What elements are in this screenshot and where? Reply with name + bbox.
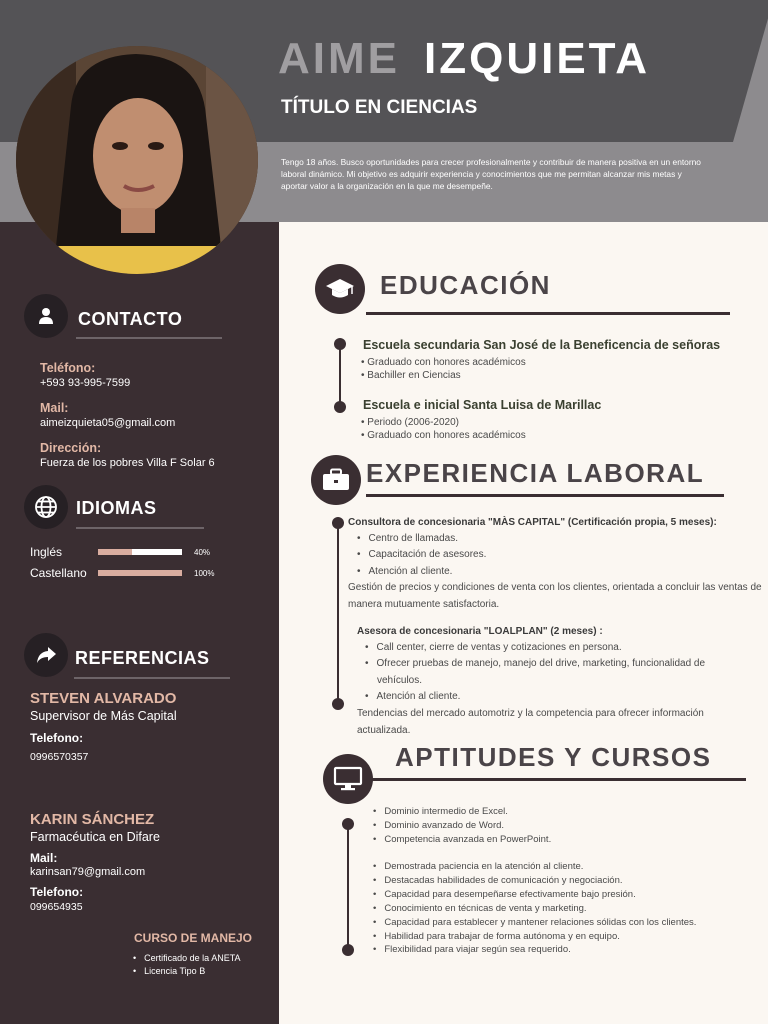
skill-item: • Dominio avanzado de Word. [373,819,551,833]
language-level-bar [98,549,182,555]
experience-timeline [337,523,339,705]
timeline-dot [334,338,346,350]
skills-list [373,805,551,847]
skills-timeline [347,829,349,949]
user-icon [24,294,68,338]
skill-item: • Destacadas habilidades de comunicación y negociación. [373,874,696,888]
contact-divider [76,337,222,339]
languages-divider [76,527,204,529]
globe-icon [24,485,68,529]
reference-phone-label: Telefono: [30,731,84,745]
job-task: • Call center, cierre de ventas y cotizaciones en persona. [365,640,740,656]
briefcase-icon [311,455,361,505]
education-timeline [339,344,341,408]
job-summary: Tendencias del mercado automotriz y la competencia para ofrecer información actualizada. [357,708,704,736]
name-last: IZQUIETA [424,34,651,83]
skill-item: • Habilidad para trabajar de forma autónoma y en equipo. [373,930,696,944]
share-arrow-icon [24,633,68,677]
timeline-dot [342,944,354,956]
job-summary: Gestión de precios y condiciones de venta con los clientes, orientada a concluir las ventas de manera mutuamente satisfactoria. [348,582,762,610]
course-heading: CURSO DE MANEJO [134,931,253,945]
language-name: Castellano [30,566,87,580]
skill-item: • Capacidad para desempeñarse efectivamente bajo presión. [373,888,696,902]
skill-item: • Demostrada paciencia en la atención al cliente. [373,860,696,874]
reference-role: Farmacéutica en Difare [30,830,160,844]
skill-item: • Capacidad para establecer y mantener relaciones sólidas con los clientes. [373,916,696,930]
reference-phone: 0996570357 [30,751,89,763]
reference-phone: 099654935 [30,901,83,913]
timeline-dot [332,698,344,710]
job-title: TÍTULO EN CIENCIAS [281,97,478,118]
job-task: • Atención al cliente. [357,564,486,580]
language-level-bar [98,570,182,576]
language-percent: 100% [194,569,215,578]
school-detail: Graduado con honores académicos [367,357,526,368]
skill-item: • Competencia avanzada en PowerPoint. [373,833,551,847]
job-task: • Atención al cliente. [365,689,740,705]
job-title: Asesora de concesionaria "LOALPLAN" (2 meses) : [357,626,603,637]
job-task: • Capacitación de asesores. [357,547,486,563]
school-details: • Graduado con honores académicos • Bachiller en Ciencias [361,357,526,381]
phone-label: Teléfono: [40,361,96,375]
language-level-fill [98,570,182,576]
reference-name: STEVEN ALVARADO [30,690,177,707]
references-heading: REFERENCIAS [75,648,210,668]
course-item: • Licencia Tipo B [133,965,241,978]
reference-name: KARIN SÁNCHEZ [30,811,155,828]
references-divider [74,677,230,679]
education-heading: EDUCACIÓN [380,270,551,300]
contact-heading: CONTACTO [78,309,183,329]
job-tasks [357,531,486,580]
job-tasks [365,640,740,705]
profile-summary: Tengo 18 años. Busco oportunidades para crecer profesionalmente y contribuir de manera positiva en un entorno laboral dinámico. Mi objetivo es adquirir experiencia y conocimientos que me permitan alcanzar mis metas y aportar valor a la organización en la que me desempeñe. [281,157,701,191]
experience-divider [366,494,724,497]
profile-photo [16,46,258,274]
course-item: • Certificado de la ANETA [133,952,241,965]
address-label: Dirección: [40,441,102,455]
language-percent: 40% [194,548,211,557]
school-name: Escuela secundaria San José de la Beneficencia de señoras [363,338,721,352]
school-detail: Graduado con honores académicos [367,429,526,441]
school-detail: Bachiller en Ciencias [367,369,461,381]
job-task: • Ofrecer pruebas de manejo, manejo del drive, marketing, funcionalidad de vehículos. [365,656,740,689]
phone-value: +593 93-995-7599 [40,377,131,389]
language-name: Inglés [30,545,63,559]
school-details: • Periodo (2006-2020) • Graduado con honores académicos [361,417,526,441]
course-list [133,952,241,977]
education-divider [366,312,730,315]
experience-heading: EXPERIENCIA LABORAL [366,458,705,488]
skills-list [373,860,696,957]
reference-mail: karinsan79@gmail.com [30,866,146,878]
skill-item: • Dominio intermedio de Excel. [373,805,551,819]
mail-value: aimeizquieta05@gmail.com [40,417,176,429]
languages-heading: IDIOMAS [76,498,157,518]
job-title: Consultora de concesionaria "MÀS CAPITAL" (Certificación propia, 5 meses): [348,517,717,528]
job-task: • Centro de llamadas. [357,531,486,547]
portrait-illustration [16,46,258,274]
school-name: Escuela e inicial Santa Luisa de Marillac [363,398,602,412]
name-first: AIME [278,34,400,83]
language-level-fill [98,549,132,555]
graduation-cap-icon [315,264,365,314]
timeline-dot [334,401,346,413]
address-value: Fuerza de los pobres Villa F Solar 6 [40,457,215,469]
reference-mail-label: Mail: [30,851,58,865]
timeline-dot [332,517,344,529]
skills-heading: APTITUDES Y CURSOS [395,742,712,772]
reference-role: Supervisor de Más Capital [30,709,177,723]
mail-label: Mail: [40,401,69,415]
skill-item: • Conocimiento en técnicas de venta y marketing. [373,902,696,916]
school-detail: Periodo (2006-2020) [367,417,460,428]
timeline-dot [342,818,354,830]
skills-divider [366,778,746,781]
skill-item: • Flexibilidad para viajar según sea requerido. [373,943,696,957]
reference-phone-label: Telefono: [30,885,84,899]
